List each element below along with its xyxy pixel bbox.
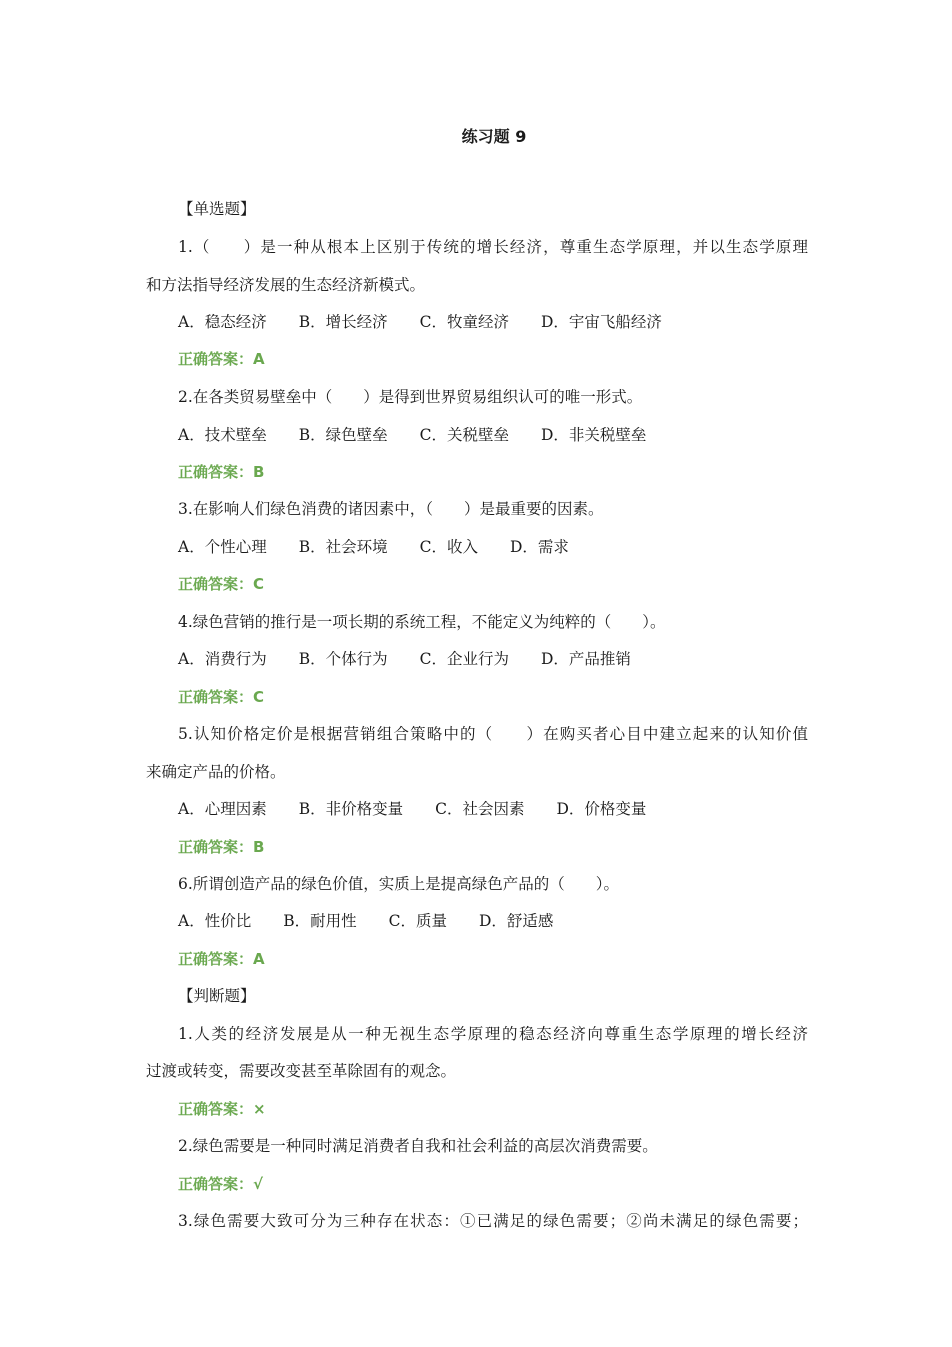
option-a: A．心理因素 (178, 800, 267, 818)
answer-6: 正确答案：A (178, 950, 265, 968)
question-2: 2.在各类贸易壁垒中（ ）是得到世界贸易组织认可的唯一形式。 (178, 388, 643, 406)
option-b: B．增长经济 (298, 313, 388, 331)
option-b: B．绿色壁垒 (298, 426, 388, 444)
question-4-options (178, 648, 631, 670)
option-c: C．关税壁垒 (419, 426, 509, 444)
question-5-line-1: 5.认知价格定价是根据营销组合策略中的（ ）在购买者心目中建立起来的认知价值 (178, 725, 808, 743)
question-1-line-1: 1.（ ）是一种从根本上区别于传统的增长经济，尊重生态学原理，并以生态学原理 (178, 238, 808, 256)
option-b: B．耐用性 (283, 912, 357, 930)
option-d: D．价格变量 (556, 800, 647, 818)
option-d: D．宇宙飞船经济 (540, 313, 662, 331)
option-b: B．社会环境 (298, 538, 388, 556)
section-single-choice: 【单选题】 (178, 200, 256, 218)
option-d: D．产品推销 (540, 650, 631, 668)
option-d: D．需求 (509, 538, 569, 556)
tf-question-3-line-1: 3.绿色需要大致可分为三种存在状态：①已满足的绿色需要；②尚未满足的绿色需要； (178, 1212, 808, 1230)
option-b: B．非价格变量 (298, 800, 404, 818)
answer-3: 正确答案：C (178, 575, 265, 593)
question-6-options (178, 910, 553, 932)
tf-question-1-line-1: 1.人类的经济发展是从一种无视生态学原理的稳态经济向尊重生态学原理的增长经济 (178, 1025, 808, 1043)
tf-answer-1: 正确答案：× (178, 1100, 266, 1118)
option-a: A．技术壁垒 (178, 426, 267, 444)
tf-question-2: 2.绿色需要是一种同时满足消费者自我和社会利益的高层次消费需要。 (178, 1137, 658, 1155)
option-a: A．消费行为 (178, 650, 267, 668)
option-a: A．个性心理 (178, 538, 267, 556)
tf-answer-2: 正确答案：√ (178, 1175, 264, 1193)
question-5-options (178, 798, 646, 820)
question-1-line-2: 和方法指导经济发展的生态经济新模式。 (146, 276, 426, 294)
option-c: C．企业行为 (419, 650, 509, 668)
option-c: C．收入 (419, 538, 478, 556)
answer-1: 正确答案：A (178, 350, 265, 368)
question-5-line-2: 来确定产品的价格。 (146, 763, 286, 781)
answer-5: 正确答案：B (178, 838, 265, 856)
tf-question-1-line-2: 过渡或转变，需要改变甚至革除固有的观念。 (146, 1062, 457, 1080)
question-6: 6.所谓创造产品的绿色价值，实质上是提高绿色产品的（ ）。 (178, 875, 620, 893)
question-4: 4.绿色营销的推行是一项长期的系统工程，不能定义为纯粹的（ ）。 (178, 613, 666, 631)
answer-2: 正确答案：B (178, 463, 265, 481)
option-a: A．性价比 (178, 912, 252, 930)
question-3-options (178, 536, 569, 558)
option-c: C．社会因素 (435, 800, 525, 818)
option-d: D．非关税壁垒 (540, 426, 647, 444)
answer-4: 正确答案：C (178, 688, 265, 706)
option-a: A．稳态经济 (178, 313, 267, 331)
section-true-false: 【判断题】 (178, 987, 256, 1005)
option-c: C．质量 (388, 912, 447, 930)
option-b: B．个体行为 (298, 650, 388, 668)
question-2-options (178, 424, 646, 446)
question-3: 3.在影响人们绿色消费的诸因素中，（ ）是最重要的因素。 (178, 500, 604, 518)
option-d: D．舒适感 (478, 912, 554, 930)
question-1-options (178, 311, 662, 333)
option-c: C．牧童经济 (419, 313, 509, 331)
page-title: 练习题 9 (461, 127, 527, 146)
